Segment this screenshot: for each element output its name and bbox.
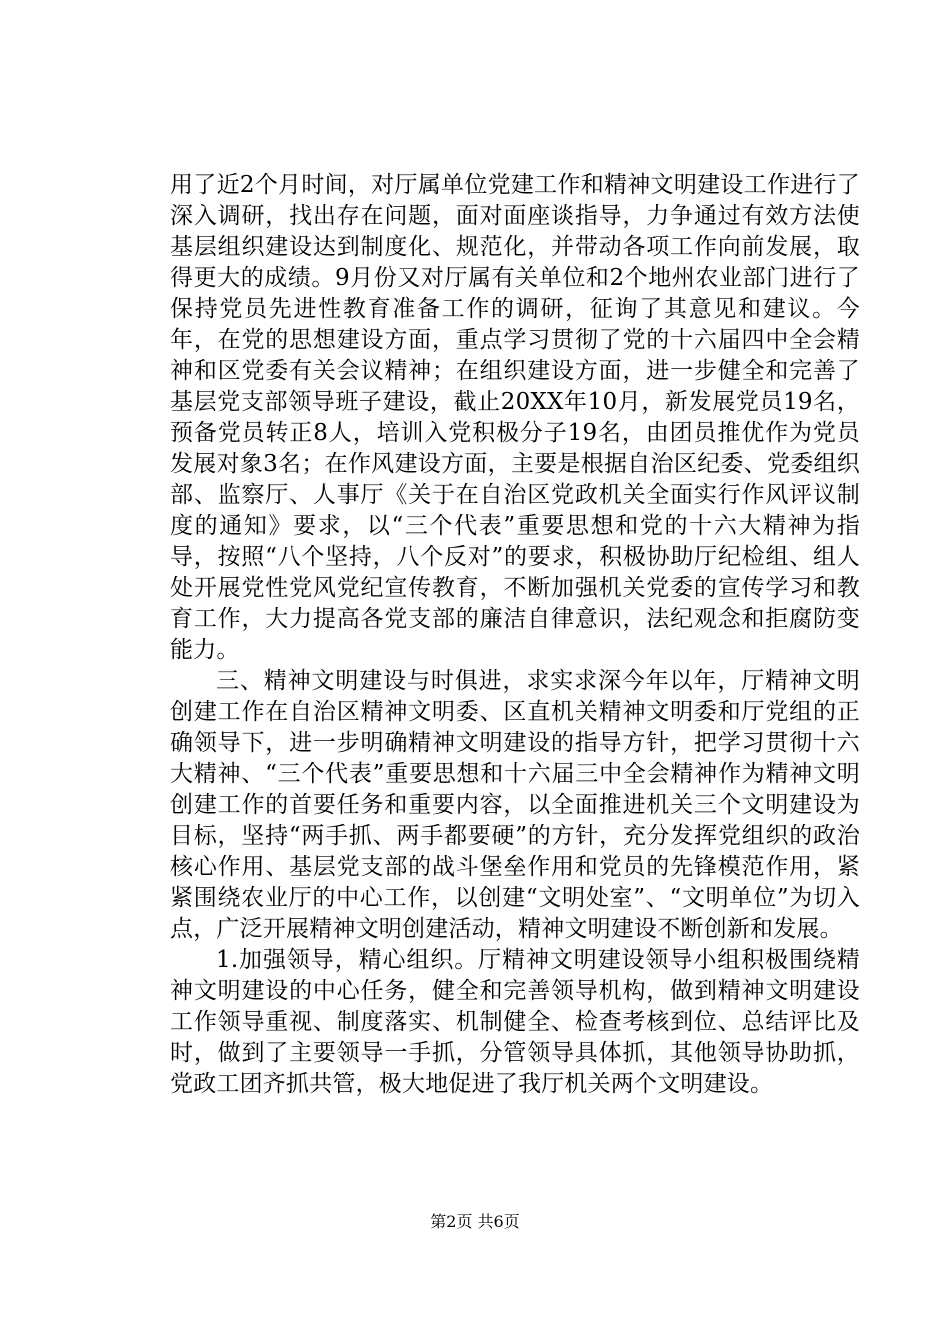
paragraph-section-three: 三、精神文明建设与时俱进，求实求深今年以年，厅精神文明创建工作在自治区精神文明委、区直机关精神文明委和厅党组的正确领导下，进一步明确精神文明建设的指导方针，把学习贯彻十六大精神、“三个代表”重要思想和十六届三中全会精神作为精神文明创建工作的首要任务和重要内容，以全面推进机关三个文明建设为目标，坚持“两手抓、两手都要硬”的方针，充分发挥党组织的政治核心作用、基层党支部的战斗堡垒作用和党员的先锋模范作用，紧紧围绕农业厅的中心工作，以创建“文明处室”、“文明单位”为切入点，广泛开展精神文明创建活动，精神文明建设不断创新和发展。: [170, 668, 860, 942]
paragraph-item-one: 1.加强领导，精心组织。厅精神文明建设领导小组积极围绕精神文明建设的中心任务，健全和完善领导机构，做到精神文明建设工作领导重视、制度落实、机制健全、检查考核到位、总结评比及时，做到了主要领导一手抓，分管领导具体抓，其他领导协助抓，党政工团齐抓共管，极大地促进了我厅机关两个文明建设。: [170, 947, 860, 1097]
page-number-footer: 第2页 共6页: [430, 1212, 520, 1231]
document-body: [170, 170, 860, 1100]
paragraph-continuation: 用了近2个月时间，对厅属单位党建工作和精神文明建设工作进行了深入调研，找出存在问题，面对面座谈指导，力争通过有效方法使基层组织建设达到制度化、规范化，并带动各项工作向前发展，取得更大的成绩。9月份又对厅属有关单位和2个地州农业部门进行了保持党员先进性教育准备工作的调研，征询了其意见和建议。今年，在党的思想建设方面，重点学习贯彻了党的十六届四中全会精神和区党委有关会议精神；在组织建设方面，进一步健全和完善了基层党支部领导班子建设，截止20XX年10月，新发展党员19名，预备党员转正8人，培训入党积极分子19名，由团员推优作为党员发展对象3名；在作风建设方面，主要是根据自治区纪委、党委组织部、监察厅、人事厅《关于在自治区党政机关全面实行作风评议制度的通知》要求，以“三个代表”重要思想和党的十六大精神为指导，按照“八个坚持，八个反对”的要求，积极协助厅纪检组、组人处开展党性党风党纪宣传教育，不断加强机关党委的宣传学习和教育工作，大力提高各党支部的廉洁自律意识，法纪观念和拒腐防变能力。: [170, 172, 860, 663]
